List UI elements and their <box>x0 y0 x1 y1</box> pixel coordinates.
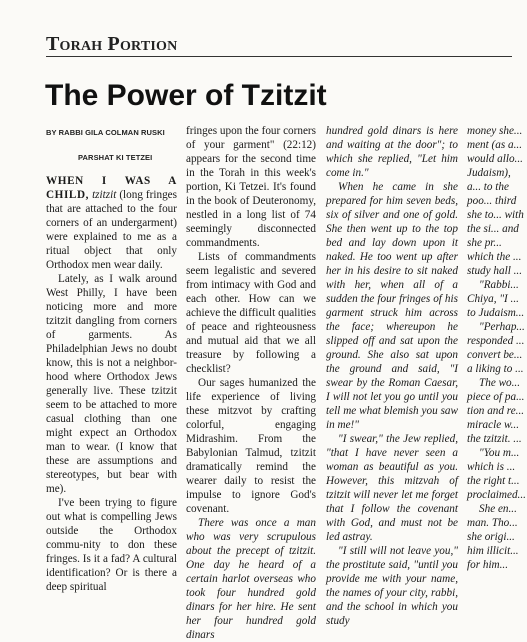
article-column-1 <box>46 174 177 593</box>
term-tzitzit: tzitzit <box>92 189 117 201</box>
paragraph-text: (long fringes that are attached to the four corners of an undergarment) were explained to me as a ritual object that only Orthodox men wear daily. <box>46 189 177 271</box>
body-paragraph <box>46 174 177 272</box>
body-paragraph: "Rabbi... Chiya, "I ... to Judaism... <box>467 279 525 319</box>
body-paragraph: When he came in she prepared for him seven beds, six of silver and one of gold. She then went up to the top bed and lay down upon it naked. He too went up after her in his desire to sit naked with her, when all of a sudden the four fringes of his garment struck him across the face; whereupon he slipped off and sat upon the ground. She also sat upon the ground and said, "I swear by the Roman Caesar, I will not let you go until you tell me what blemish you saw in me!" <box>326 181 458 431</box>
lead-in: WHEN I WAS A CHILD, <box>46 175 177 201</box>
article-column-4 <box>467 124 527 571</box>
section-header <box>46 34 512 57</box>
article-subhead: PARSHAT KI TETZEI <box>78 153 153 162</box>
section-title: Torah Portion <box>46 33 178 55</box>
body-paragraph: money she... ment (as a... would allo... Judaism), a... to the poo... third she to... with the si... and she pr... which the ... study hall ... <box>467 125 524 277</box>
body-paragraph: There was once a man who was very scrupulous about the precept of tzitzit. One day he heard of a certain harlot overseas who took four hundred gold dinars for her hire. He sent her four hundred gold dinars <box>186 517 316 641</box>
body-paragraph: Our sages humanized the life experience of living these mitzvot by crafting colorful, engaging Midrashim. From the Babylonian Talmud, tzitzit dramatically remind the wearer daily to resist the impulse to ignore God's covenant. <box>186 377 316 515</box>
body-paragraph: fringes upon the four corners of your garment" (22:12) appears for the second time in the Torah in this week's portion, Ki Tetzei. It's found in the book of Deuteronomy, nestled in a long list of 74 seemingly disconnected commandments. <box>186 125 316 249</box>
body-paragraph: Lists of commandments seem legalistic and severed from intimacy with God and each other. How can we achieve the difficult qualities of peace and righteousness and mutual aid that we all treasure by following a checklist? <box>186 251 316 375</box>
body-paragraph: The wo... piece of pa... tion and re... miracle w... the tzitzit. ... <box>467 377 525 445</box>
body-paragraph: I've been trying to figure out what is compelling Jews outside the Orthodox commu-nity to don these fringes. Is it a fad? A cultural identification? Or is there a deep spiritual <box>46 497 177 593</box>
body-paragraph: "Perhap... responded ... convert be... a liking to ... <box>467 321 525 375</box>
article-headline: The Power of Tzitzit <box>45 79 327 112</box>
body-paragraph: "I still will not leave you," the prostitute said, "until you provide me with your name, the names of your city, rabbi, and the school in which you study <box>326 545 458 627</box>
article-column-2 <box>186 124 316 641</box>
article-column-3 <box>326 124 458 627</box>
body-paragraph: "You m... which is ... the right t... proclaimed... <box>467 447 526 501</box>
body-paragraph: She en... man. Tho... she origi... him illicit... for him... <box>467 503 519 571</box>
body-paragraph: Lately, as I walk around West Philly, I have been noticing more and more tzitzit dangling from corners of garments. As Philadelphian Jews no doubt know, this is not a neighbor-hood where Orthodox Jews generally live. These tzitzit seem to be attached to more casual clothing than one might expect an Orthodox man to wear. (I know that these are assumptions and stereotypes, but bear with me). <box>46 273 177 495</box>
body-paragraph: hundred gold dinars is here and waiting at the door"; to which she replied, "Let him come in." <box>326 125 458 179</box>
article-byline: BY RABBI GILA COLMAN RUSKI <box>46 128 165 137</box>
body-paragraph: "I swear," the Jew replied, "that I have never seen a woman as beautiful as you. However, this mitzvah of tzitzit will never let me forget that I follow the covenant with God, and must not be led astray. <box>326 433 458 543</box>
